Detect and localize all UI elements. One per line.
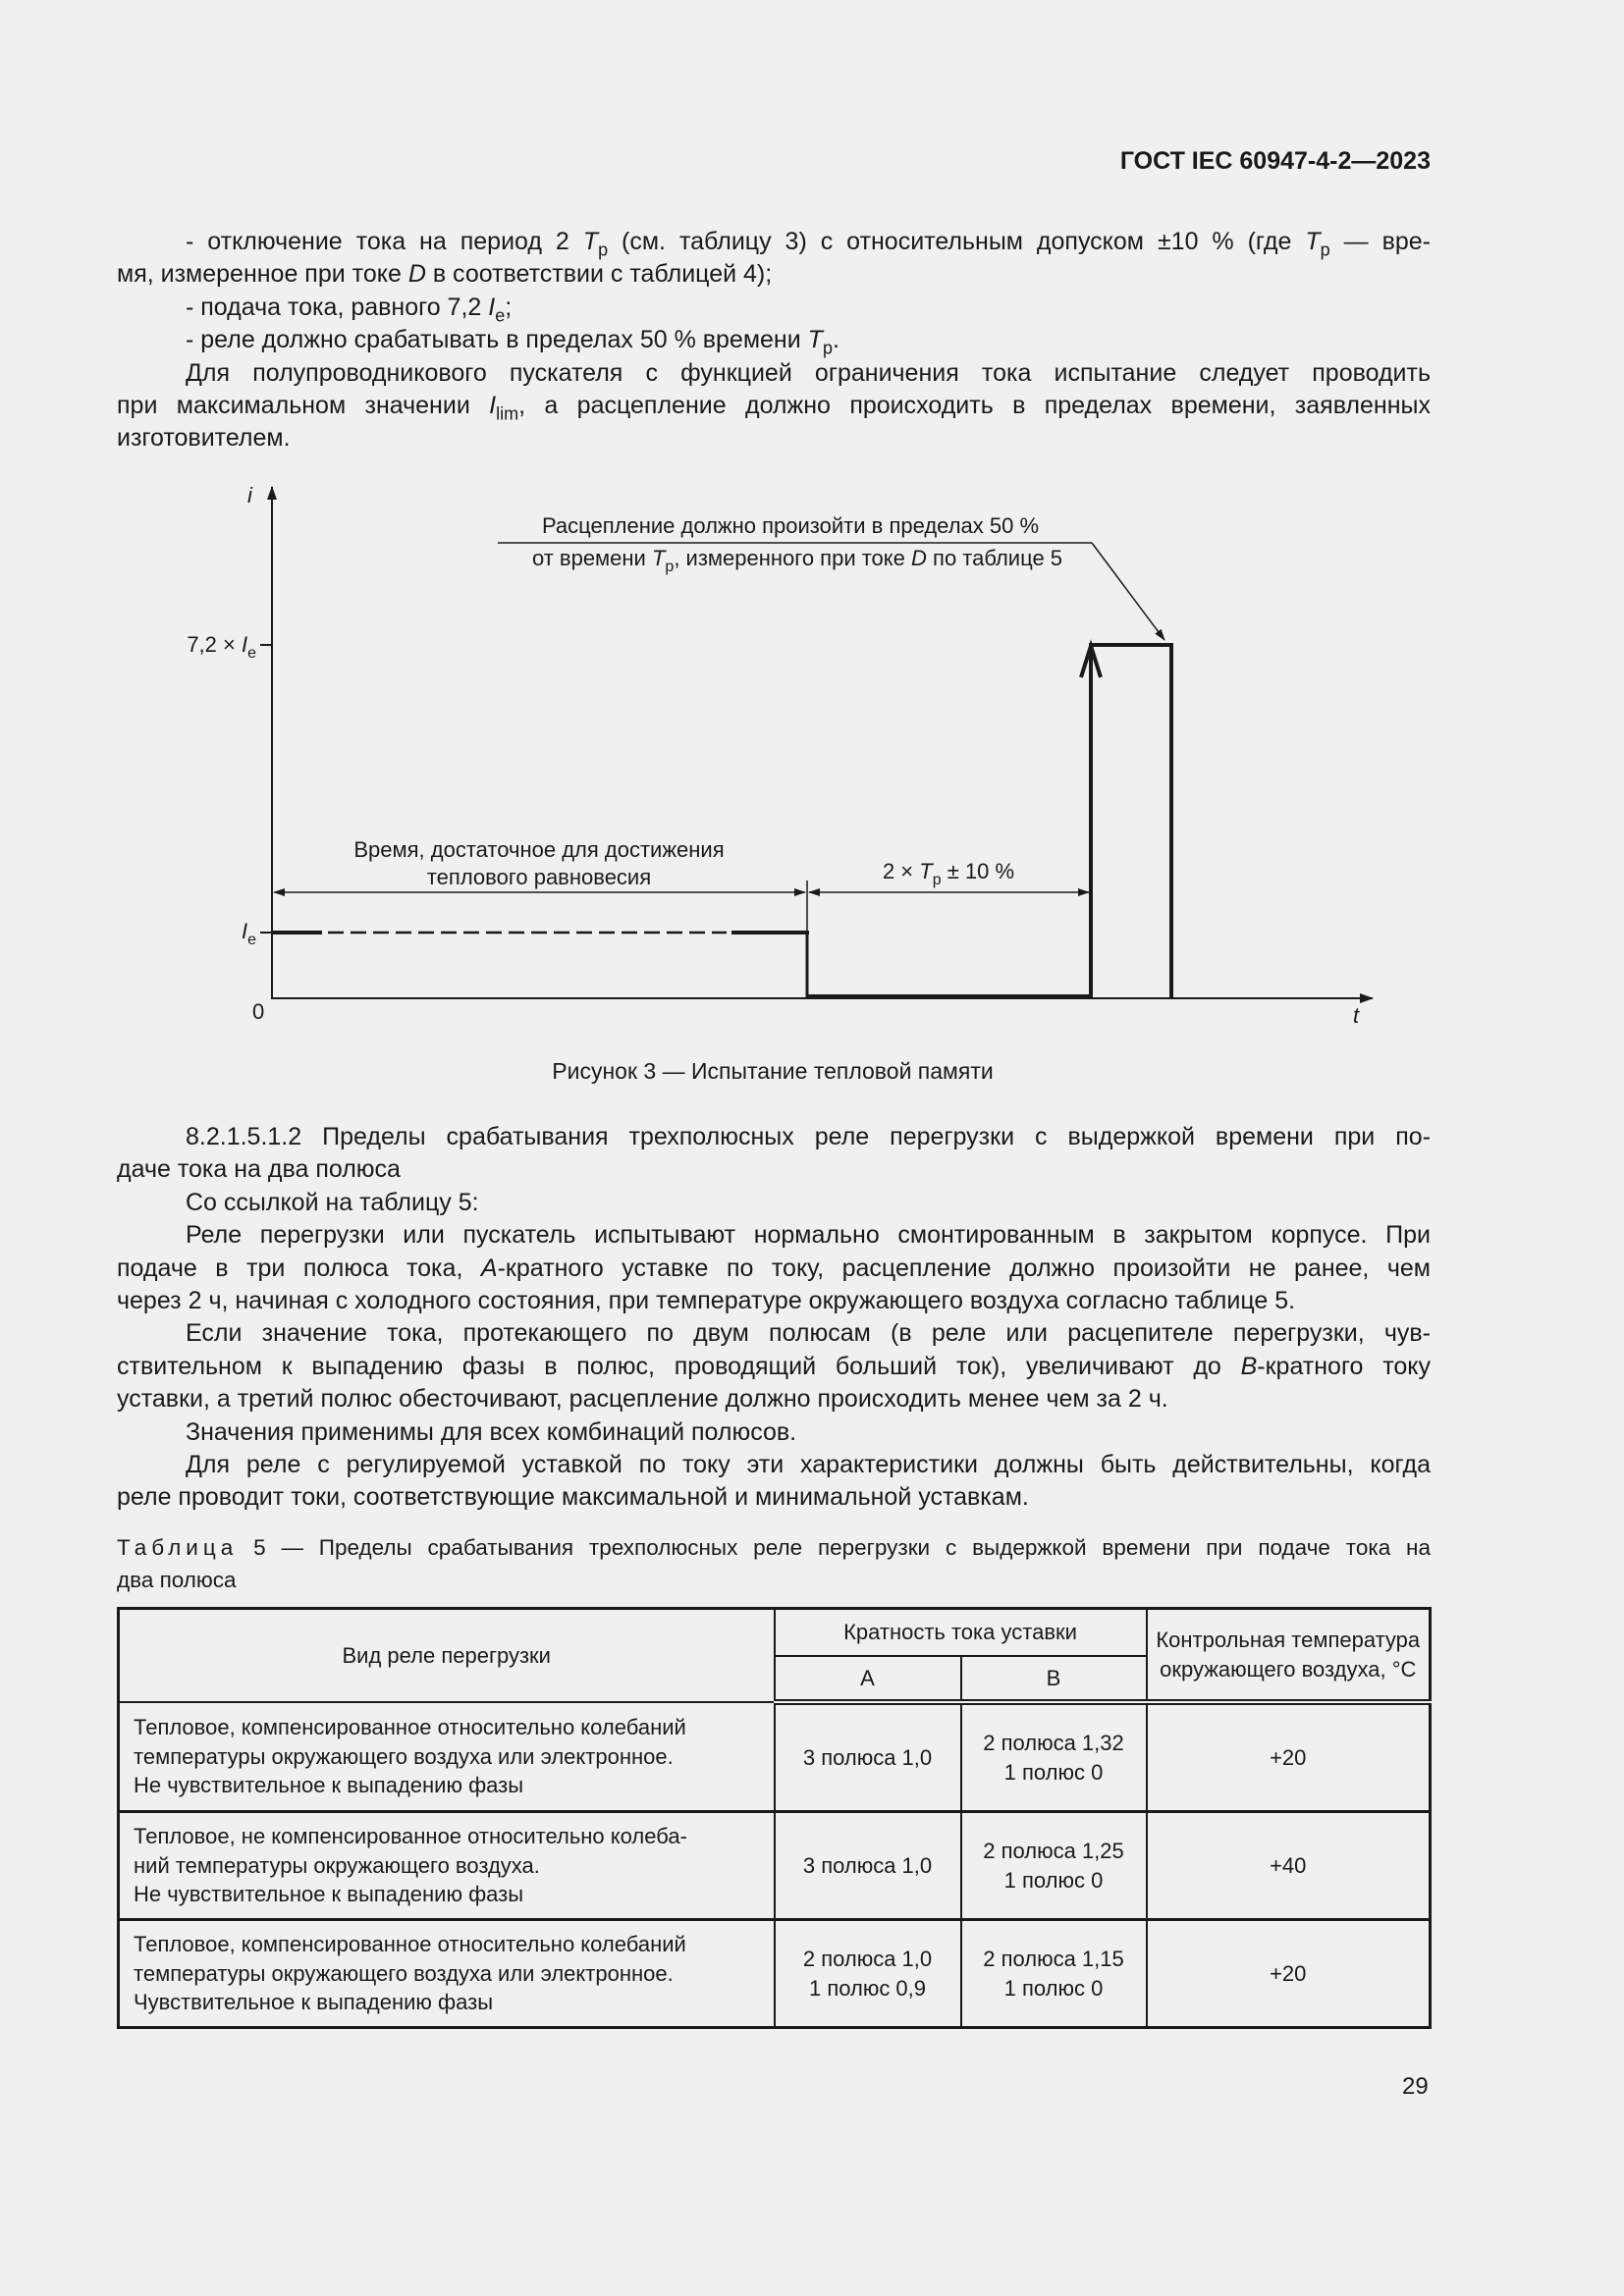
text-segment: I xyxy=(489,391,497,419)
x-axis-label: t xyxy=(1353,1003,1360,1028)
paragraph-line xyxy=(117,1449,1431,1481)
cell-relay-type xyxy=(119,1702,775,1812)
table-row xyxy=(119,1920,1431,2028)
cell-multiplicity-b xyxy=(961,1920,1147,2028)
cell-line: 2 полюса 1,25 xyxy=(983,1839,1124,1863)
text-segment: -кратного уставке по току, расцепление должно произойти не ранее, чем xyxy=(497,1254,1431,1282)
paragraph-line xyxy=(117,1187,1431,1219)
header-multiplicity: Кратность тока уставки xyxy=(775,1609,1147,1657)
cell-line: 1 полюс 0 xyxy=(1003,1975,1104,2001)
cell-line: 2 полюса 1,15 xyxy=(983,1947,1124,1971)
text-segment: 8.2.1.5.1.2 Пределы срабатывания трехполюсных реле перегрузки с выдержкой времени при по- xyxy=(186,1123,1431,1150)
table-caption-text: 5 — Пределы срабатывания трехполюсных реле перегрузки с выдержкой времени при подаче тока на xyxy=(238,1535,1431,1560)
cell-line: 1 полюс 0 xyxy=(1003,1867,1104,1893)
text-segment: в соответствии с таблицей 4); xyxy=(425,260,773,289)
text-segment: Значения применимы для всех комбинаций полюсов. xyxy=(186,1417,797,1446)
document-id-header: ГОСТ IEC 60947-4-2—2023 xyxy=(1119,147,1431,175)
text-segment: p xyxy=(822,338,833,358)
text-segment: e xyxy=(495,305,506,326)
cell-multiplicity-a xyxy=(775,1920,961,2028)
text-segment: B xyxy=(1240,1352,1258,1380)
interval-label: $2 \times T_p \pm 10$ % xyxy=(882,859,1015,888)
table-caption-line2: два полюса xyxy=(117,1568,237,1593)
text-segment: T xyxy=(807,326,823,354)
paragraph-line xyxy=(117,1153,1431,1186)
text-segment: lim xyxy=(496,403,519,424)
text-segment: Для реле с регулируемой уставкой по току эти характеристики должны быть действительны, когда xyxy=(186,1450,1431,1478)
level-ie-label: $I_e$ xyxy=(241,919,256,948)
paragraph-line xyxy=(117,1481,1431,1514)
equilibrium-label-line1: Время, достаточное для достижения xyxy=(353,837,725,862)
text-segment: даче тока на два полюса xyxy=(117,1155,401,1184)
paragraph-line xyxy=(117,1317,1431,1350)
cell-line: 3 полюса 1,0 xyxy=(802,1744,933,1770)
cell-line: температуры окружающего воздуха или электронное. xyxy=(134,1960,674,1986)
thermal-memory-test-figure xyxy=(0,0,1624,1099)
header-relay-type: Вид реле перегрузки xyxy=(119,1609,775,1703)
cell-line: Тепловое, компенсированное относительно колебаний xyxy=(134,1932,686,1957)
text-segment: Реле перегрузки или пускатель испытывают нормально смонтированным в закрытом корпусе. При xyxy=(186,1221,1431,1250)
table-label: Таблица xyxy=(117,1535,239,1560)
text-segment: I xyxy=(488,293,496,321)
text-segment: — вре- xyxy=(1329,228,1431,255)
text-segment: -кратного току xyxy=(1257,1352,1431,1380)
cell-line: Тепловое, компенсированное относительно колебаний xyxy=(134,1715,686,1740)
text-segment: при максимальном значении xyxy=(117,391,490,419)
header-temperature: Контрольная температура окружающего воздуха, °C xyxy=(1147,1609,1431,1703)
cell-multiplicity-a xyxy=(775,1812,961,1920)
paragraph-line xyxy=(117,1253,1431,1285)
table-caption-line1 xyxy=(117,1532,1431,1565)
paragraph-line xyxy=(117,1416,1431,1449)
paragraph-line xyxy=(117,1351,1431,1383)
cell-multiplicity-b xyxy=(961,1702,1147,1812)
level-high-label: $7,2 \times I_e$ xyxy=(187,632,256,662)
cell-line: Тепловое, не компенсированное относительно колеба- xyxy=(134,1824,687,1849)
text-segment: T xyxy=(582,228,599,255)
text-segment: D xyxy=(407,260,426,289)
cell-line: ний температуры окружающего воздуха. xyxy=(134,1852,540,1878)
table-row xyxy=(119,1812,1431,1920)
text-segment: , а расцепление должно происходить в пределах времени, заявленных xyxy=(518,391,1431,419)
text-segment: мя, измеренное при токе xyxy=(117,260,408,289)
text-segment: Со ссылкой на таблицу 5: xyxy=(186,1188,479,1216)
paragraph-line xyxy=(117,1219,1431,1252)
cell-line: Не чувствительное к выпадению фазы xyxy=(134,1882,524,1907)
trip-limits-table xyxy=(117,1607,1432,2029)
cell-relay-type xyxy=(119,1920,775,2028)
table-caption xyxy=(117,1532,1431,1596)
paragraph-line xyxy=(117,1285,1431,1317)
text-segment: реле проводит токи, соответствующие максимальной и минимальной уставкам. xyxy=(117,1483,1029,1512)
figure-caption: Рисунок 3 — Испытание тепловой памяти xyxy=(552,1058,994,1084)
text-segment: через 2 ч, начиная с холодного состояния, при температуре окружающего воздуха согласно таблице 5. xyxy=(117,1286,1296,1314)
text-segment: A xyxy=(480,1254,498,1282)
text-segment: изготовителем. xyxy=(117,424,291,453)
table-row xyxy=(119,1702,1431,1812)
text-segment: Если значение тока, протекающего по двум полюсам (в реле или расцепителе перегрузки, чув- xyxy=(186,1319,1431,1348)
text-segment: - отключение тока на период 2 xyxy=(186,228,583,255)
cell-line: температуры окружающего воздуха или электронное. xyxy=(134,1743,674,1769)
section-paragraphs xyxy=(117,1121,1431,1515)
annotation-line2: от времени $T_p$, измеренного при токе D по таблице 5 xyxy=(531,546,1063,575)
text-segment: . xyxy=(832,326,839,354)
cell-temperature: +20 xyxy=(1147,1702,1431,1812)
cell-multiplicity-b xyxy=(961,1812,1147,1920)
paragraph-line xyxy=(117,1121,1431,1153)
text-segment: уставки, а третий полюс обесточивают, расцепление должно происходить менее чем за 2 ч. xyxy=(117,1385,1168,1414)
cell-line: 2 полюса 1,32 xyxy=(983,1731,1124,1755)
annotation-leader xyxy=(1092,543,1164,640)
cell-line: 1 полюс 0,9 xyxy=(808,1975,927,2001)
cell-temperature: +40 xyxy=(1147,1812,1431,1920)
current-waveform xyxy=(272,645,1171,998)
text-segment: T xyxy=(1305,228,1321,255)
cell-line: 1 полюс 0 xyxy=(1003,1759,1104,1785)
text-segment: подаче в три полюса тока, xyxy=(117,1254,481,1282)
origin-label: 0 xyxy=(252,999,265,1024)
text-segment: (см. таблицу 3) с относительным допуском ±10 % (где xyxy=(608,228,1306,255)
header-col-a: A xyxy=(775,1656,961,1702)
y-axis-label: i xyxy=(247,483,252,507)
text-segment: p xyxy=(1320,240,1330,260)
cell-temperature: +20 xyxy=(1147,1920,1431,2028)
cell-line: Не чувствительное к выпадению фазы xyxy=(134,1773,524,1798)
text-segment: ствительном к выпадению фазы в полюс, проводящий больший ток), увеличивают до xyxy=(117,1352,1241,1380)
text-segment: - подача тока, равного 7,2 xyxy=(186,293,489,321)
equilibrium-label-line2: теплового равновесия xyxy=(426,865,652,889)
text-segment: Для полупроводникового пускателя с функцией ограничения тока испытание следует проводить xyxy=(186,358,1431,387)
page-number: 29 xyxy=(1402,2073,1429,2100)
header-col-b: B xyxy=(961,1656,1147,1702)
cell-relay-type xyxy=(119,1812,775,1920)
cell-line: 3 полюса 1,0 xyxy=(802,1852,933,1878)
annotation-line1: Расцепление должно произойти в пределах 50 % xyxy=(541,513,1040,538)
cell-line: 2 полюса 1,0 xyxy=(802,1947,933,1971)
cell-multiplicity-a xyxy=(775,1702,961,1812)
text-segment: ; xyxy=(505,293,513,321)
paragraph-line xyxy=(117,1383,1431,1415)
text-segment: - реле должно срабатывать в пределах 50 % времени xyxy=(186,326,808,354)
text-segment: p xyxy=(598,240,609,260)
cell-line: Чувствительное к выпадению фазы xyxy=(134,1990,494,2015)
